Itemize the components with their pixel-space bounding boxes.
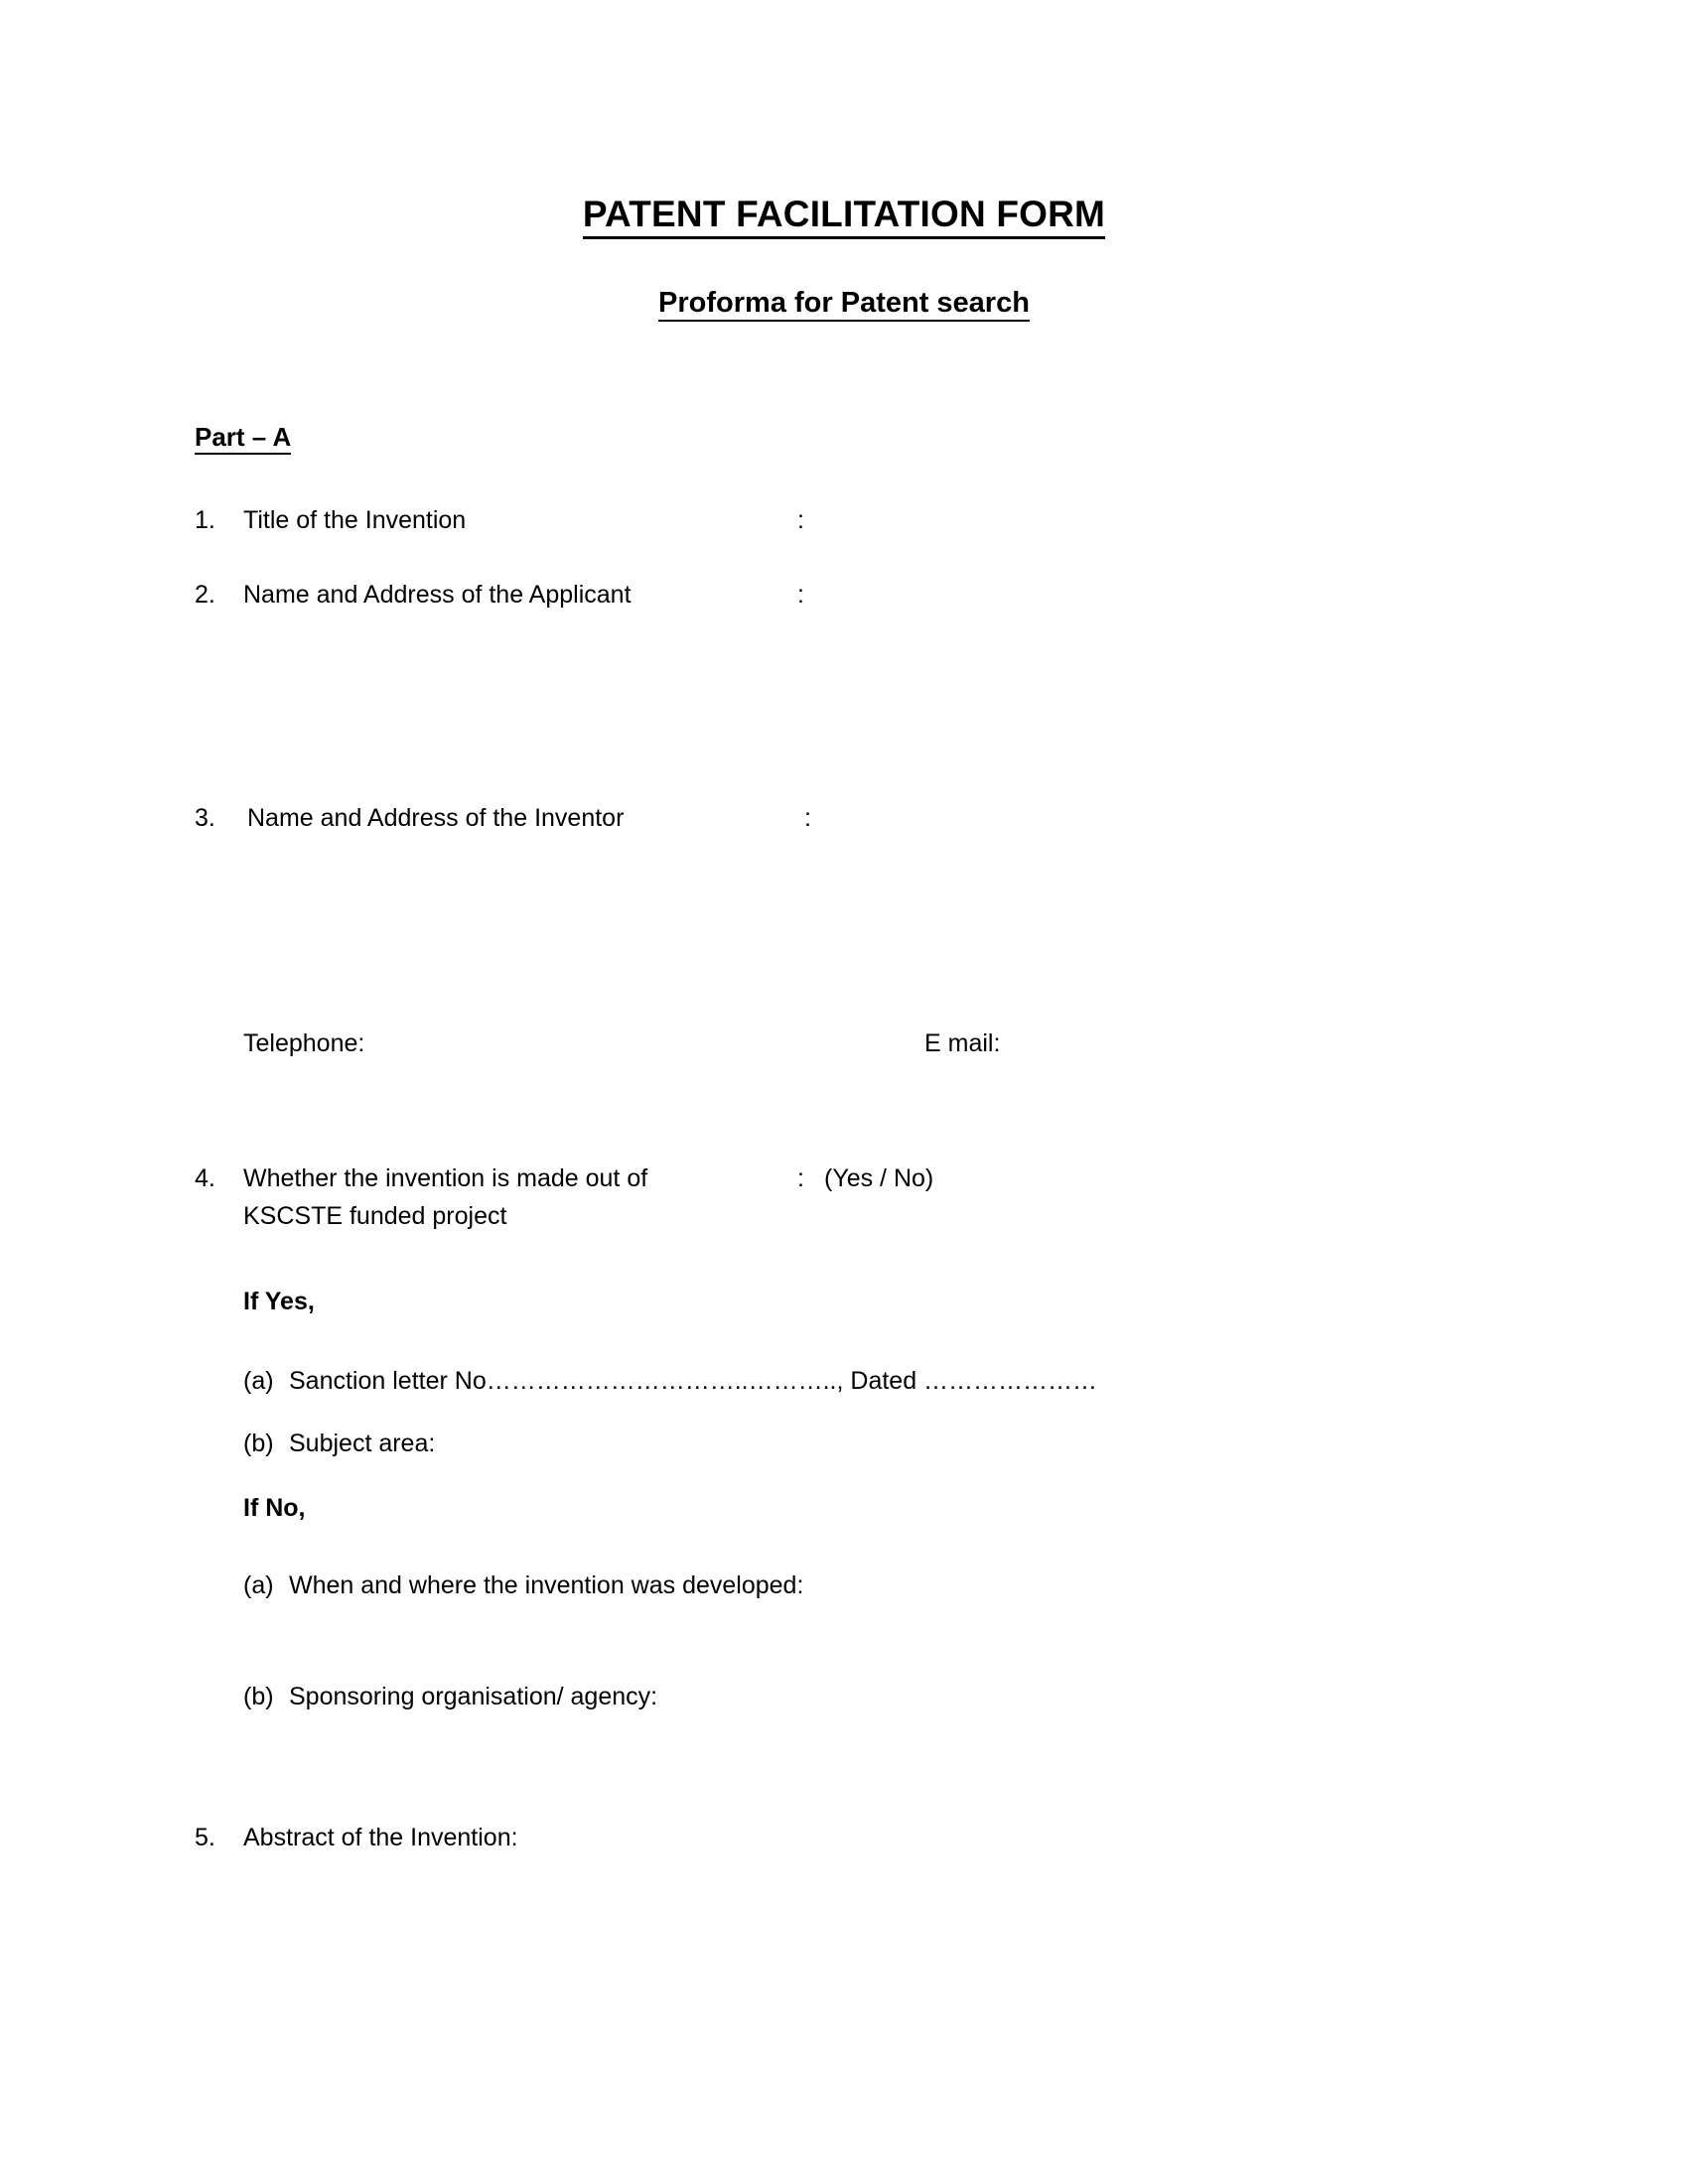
item-colon: :: [797, 581, 804, 609]
item-number: 2.: [195, 581, 215, 609]
item-label: Abstract of the Invention:: [243, 1824, 518, 1851]
sub-item-marker: (a): [243, 1571, 274, 1599]
item-colon: :: [797, 1164, 804, 1192]
sub-item-text: When and where the invention was developed:: [289, 1571, 804, 1599]
sub-item-marker: (b): [243, 1430, 274, 1457]
email-label: E mail:: [924, 1029, 1001, 1057]
sub-item-marker: (b): [243, 1683, 274, 1710]
if-no-heading: If No,: [243, 1494, 306, 1522]
if-yes-heading: If Yes,: [243, 1288, 315, 1315]
section-heading-part-a: [195, 422, 291, 453]
page-subtitle-text: Proforma for Patent search: [658, 287, 1030, 322]
item-label: Name and Address of the Applicant: [243, 581, 632, 609]
sub-item-marker: (a): [243, 1367, 274, 1395]
sub-item-text: Sponsoring organisation/ agency:: [289, 1683, 658, 1710]
sub-item-text: Subject area:: [289, 1430, 436, 1457]
item-yes-no-option: (Yes / No): [824, 1164, 934, 1192]
item-colon: :: [804, 804, 811, 832]
item-number: 5.: [195, 1824, 215, 1851]
item-number: 1.: [195, 506, 215, 534]
item-number: 4.: [195, 1164, 215, 1192]
item-label: Whether the invention is made out of: [243, 1164, 648, 1192]
item-colon: :: [797, 506, 804, 534]
item-label: Name and Address of the Inventor: [247, 804, 625, 832]
telephone-label: Telephone:: [243, 1029, 365, 1057]
item-label-line2: KSCSTE funded project: [243, 1202, 507, 1230]
item-label: Title of the Invention: [243, 506, 467, 534]
page-title-text: PATENT FACILITATION FORM: [583, 194, 1105, 239]
page-subtitle: [0, 288, 1688, 320]
section-heading-text: Part – A: [195, 422, 291, 455]
item-number: 3.: [195, 804, 215, 832]
sub-item-text: Sanction letter No…………………………..……….., Dated …………………: [289, 1367, 1098, 1395]
page-title: [0, 195, 1688, 235]
